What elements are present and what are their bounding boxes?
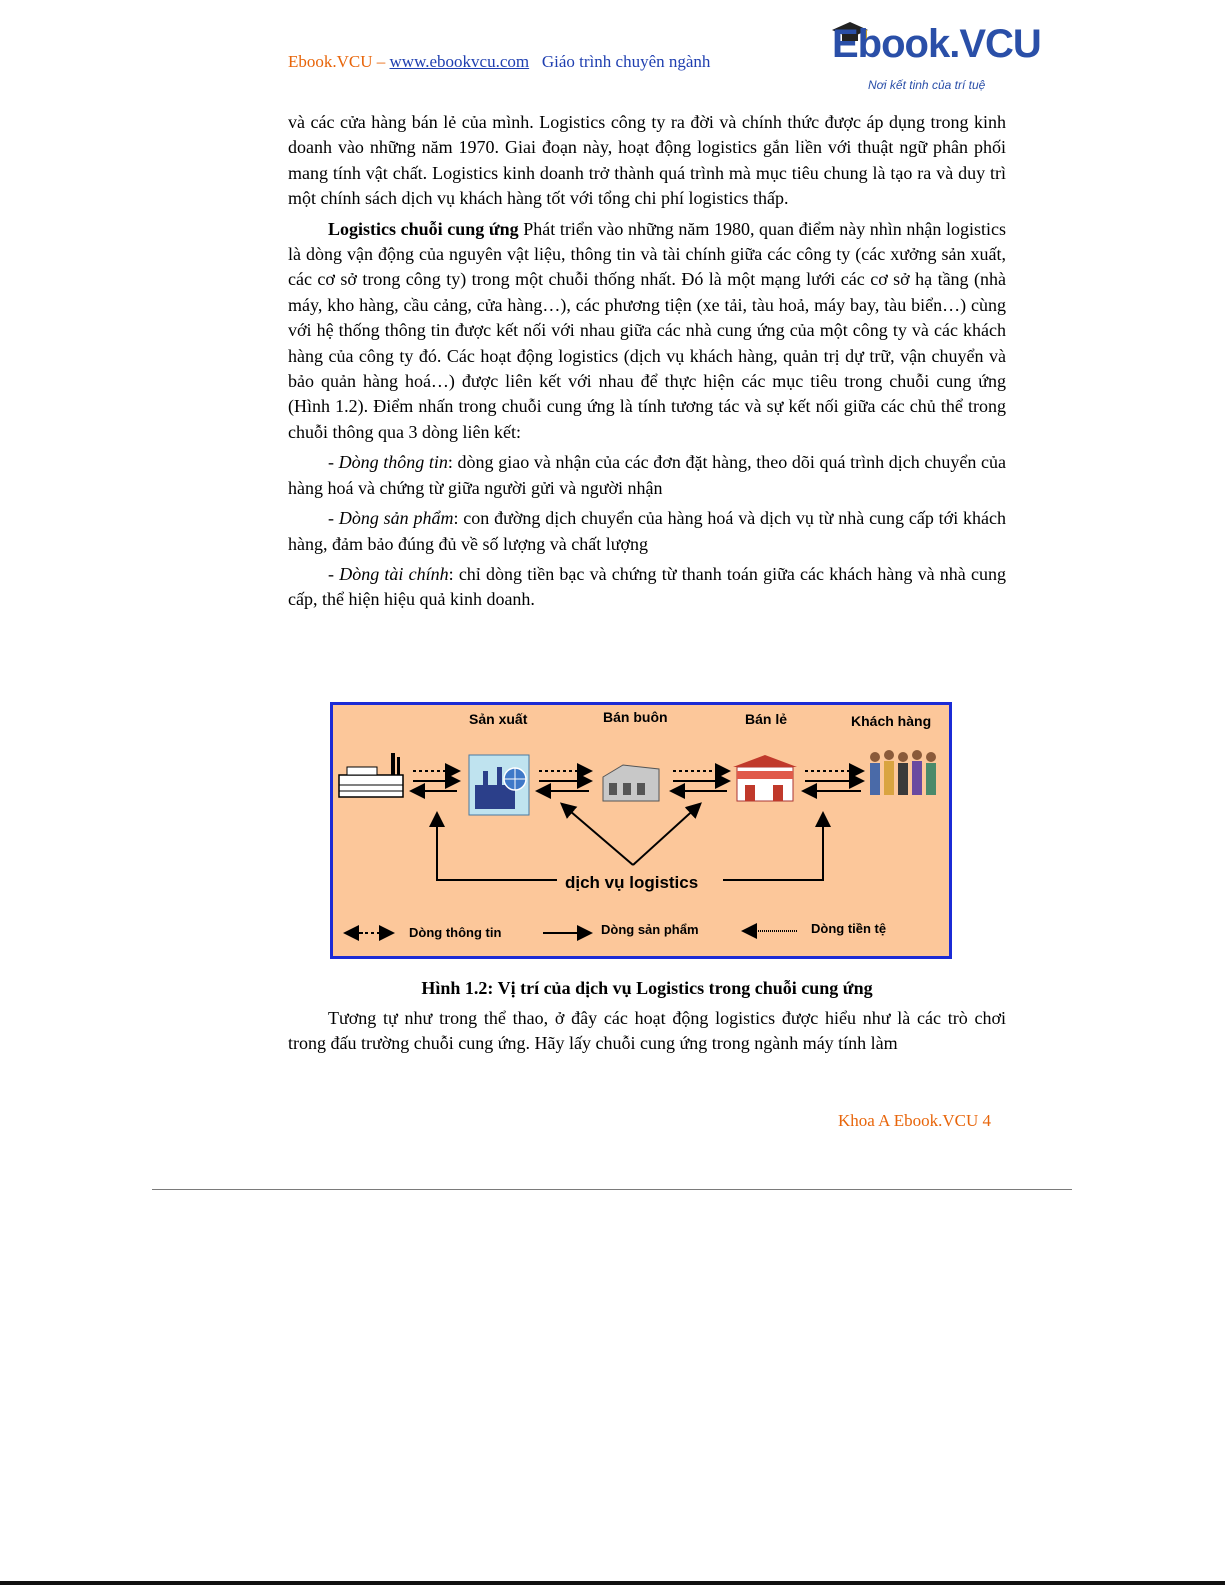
logo-tagline: Nơi kết tinh của trí tuệ: [868, 78, 986, 92]
header-url-link[interactable]: www.ebookvcu.com: [389, 52, 530, 71]
body-text-top: [288, 110, 1006, 613]
bullet-finance-term: Dòng tài chính: [339, 563, 449, 584]
figure-caption: Hình 1.2: Vị trí của dịch vụ Logistics trong chuỗi cung ứng: [421, 978, 873, 998]
supply-chain-figure: [330, 702, 952, 959]
bullet-finance-flow: - Dòng tài chính: chỉ dòng tiền bạc và chứng từ thanh toán giữa các khách hàng và nhà cung cấp, thể hiện hiệu quả kinh doanh.: [288, 563, 1006, 610]
bullet-info-term: Dòng thông tin: [338, 452, 448, 473]
flow-arrows-1: [413, 771, 457, 791]
bullet-product-flow: - Dòng sản phẩm: con đường dịch chuyển của hàng hoá và dịch vụ từ nhà cung cấp tới khách hàng, đảm bảo đúng đủ về số lượng và chất lượng: [288, 508, 1006, 554]
flow-arrows-3: [673, 771, 727, 791]
legend-money-label: Dòng tiền tệ: [811, 921, 887, 936]
bottom-border: [0, 1581, 1225, 1585]
flow-arrows-2: [539, 771, 589, 791]
paragraph-3: Tương tự như trong thể thao, ở đây các hoạt động logistics được hiểu như là các trò chơi trong đấu trường chuỗi cung ứng. Hãy lấy chuỗi cung ứng trong ngành máy tính làm: [288, 1008, 1006, 1054]
stage-label-wholesale: Bán buôn: [603, 709, 668, 725]
header-subtitle: Giáo trình chuyên ngành: [541, 52, 711, 71]
paragraph-1: và các cửa hàng bán lẻ của mình. Logistics công ty ra đời và chính thức được áp dụng trong kinh doanh vào những năm 1970. Giai đoạn này, hoạt động logistics gắn liền với thuật ngữ phân phối mang tính vật chất. Logistics kinh doanh trở thành quá trình mà mục tiêu chung là tạo ra và duy trì một chính sách dịch vụ khách hàng tốt với tổng chi phí logistics thấp.: [288, 112, 1006, 209]
paragraph-2-term: Logistics chuỗi cung ứng: [328, 218, 519, 239]
legend-info-label: Dòng thông tin: [409, 925, 502, 940]
retail-store-icon: [733, 755, 797, 801]
bullet-product-term: Dòng sản phẩm: [338, 508, 454, 529]
logistics-service-lines: [437, 805, 823, 880]
ebook-vcu-logo: [828, 20, 1041, 102]
logo-wordmark: Ebook.VCU: [832, 22, 1041, 66]
stage-label-customer: Khách hàng: [851, 713, 932, 729]
page-header: [288, 52, 710, 72]
body-text-bottom: [288, 1006, 1006, 1057]
page-footer: Khoa A Ebook.VCU 4: [838, 1111, 991, 1130]
stage-label-retail: Bán lẻ: [745, 711, 788, 727]
customers-icon: [870, 750, 936, 795]
page-divider: [152, 1189, 1072, 1190]
bullet-info-flow: - Dòng thông tin: dòng giao và nhận của các đơn đặt hàng, theo dõi quá trình dịch chuyển của hàng hoá và chứng từ giữa người gửi và người nhận: [288, 452, 1006, 498]
flow-arrows-4: [805, 771, 861, 791]
supply-chain-diagram: [333, 705, 949, 956]
logistics-service-label: dịch vụ logistics: [565, 873, 699, 892]
header-brand: Ebook.VCU: [288, 52, 373, 71]
legend-product-label: Dòng sản phẩm: [601, 922, 699, 937]
header-separator: –: [372, 52, 390, 71]
stage-label-production: Sản xuất: [469, 711, 528, 727]
warehouse-icon: [603, 765, 659, 801]
manufacturing-plant-icon: [469, 755, 529, 815]
supplier-factory-icon: [339, 753, 403, 797]
paragraph-2: Logistics chuỗi cung ứng Phát triển vào những năm 1980, quan điểm này nhìn nhận logistics là dòng vận động của nguyên vật liệu, thông tin và tài chính giữa các công ty (các xưởng sản xuất, các cơ sở trong công ty) trong một chuỗi thống nhất. Đó là một mạng lưới các cơ sở hạ tầng (nhà máy, kho hàng, cầu cảng, cửa hàng…), các phương tiện (xe tải, tàu hoả, máy bay, tàu biển…) cùng với hệ thống thông tin được kết nối với nhau giữa các nhà cung ứng của một công ty và các khách hàng của công ty đó. Các hoạt động logistics (dịch vụ khách hàng, quản trị dự trữ, vận chuyển và bảo quản hàng hoá…) được liên kết với nhau để thực hiện các mục tiêu trong chuỗi cung ứng (Hình 1.2). Điểm nhấn trong chuỗi cung ứng là tính tương tác và sự kết nối giữa các chủ thể trong chuỗi thông qua 3 dòng liên kết:: [288, 218, 1007, 442]
